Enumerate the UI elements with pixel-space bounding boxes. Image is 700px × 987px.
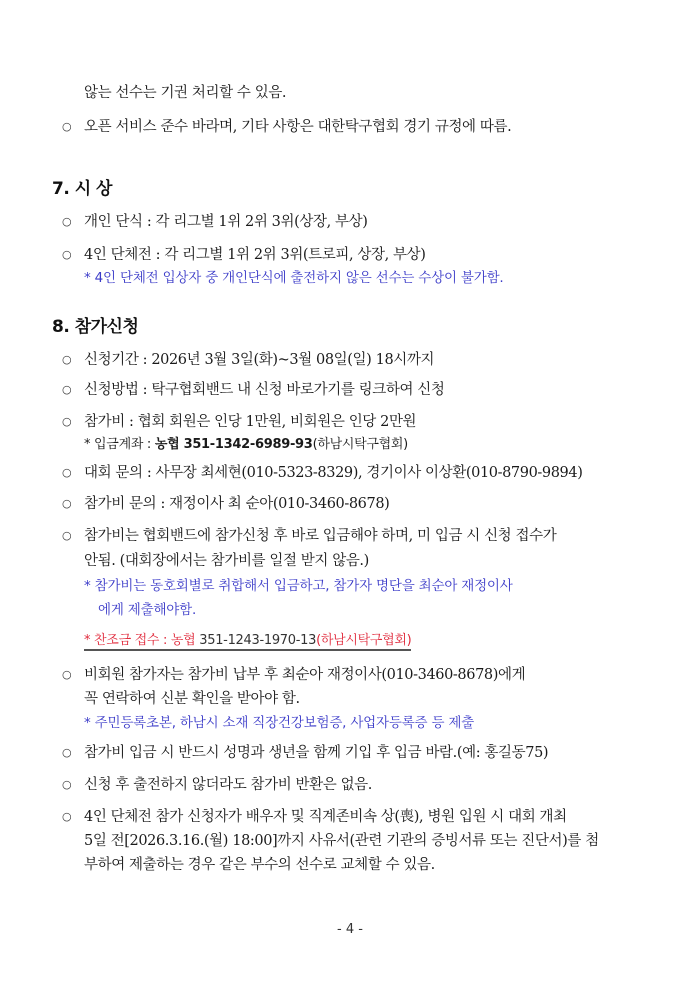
list-item-text: 참가비 문의 : 재정이사 최 순아(010-3460-8678) (84, 496, 390, 512)
bullet-icon: ○ (62, 668, 72, 681)
list-item-fee-rule (62, 526, 556, 546)
star-icon: * (84, 437, 91, 452)
sponsor-underlined-row (84, 633, 411, 651)
list-item-text: 참가비 입금 시 반드시 성명과 생년을 함께 기입 후 입금 바람.(예: 홍길동75) (84, 745, 549, 761)
list-item-open-service (62, 117, 511, 137)
bullet-icon: ○ (62, 497, 72, 510)
bullet-icon: ○ (62, 746, 72, 759)
list-item-text: 4인 단체전 참가 신청자가 배우자 및 직계존비속 상(喪), 병원 입원 시 대회 개최 (84, 809, 567, 825)
continuation-text: 않는 선수는 기권 처리할 수 있음. (84, 85, 287, 101)
list-item-no-refund (62, 775, 372, 795)
bullet-icon: ○ (62, 383, 72, 396)
bullet-icon: ○ (62, 353, 72, 366)
nonmember-continuation: 꼭 연락하여 신분 확인을 받아야 함. (84, 691, 300, 707)
star-icon: * (84, 715, 91, 731)
list-item-deposit-name (62, 743, 548, 763)
team-award-note (84, 268, 504, 288)
list-item-text: 신청 후 출전하지 않더라도 참가비 반환은 없음. (84, 777, 372, 793)
account-holder: (하남시탁구협회) (312, 437, 408, 452)
list-item-text: 신청방법 : 탁구협회밴드 내 신청 바로가기를 링크하여 신청 (84, 382, 445, 398)
bullet-icon: ○ (62, 248, 72, 261)
account-note (84, 435, 408, 455)
star-icon: * (84, 270, 91, 286)
list-item-replacement (62, 807, 567, 827)
fee-rule-continuation: 안됨. (대회장에서는 참가비를 일절 받지 않음.) (84, 553, 369, 569)
bullet-icon: ○ (62, 415, 72, 428)
club-note-continuation: 에게 제출해야함. (98, 602, 197, 618)
nonmember-note (84, 713, 474, 733)
list-item-text: 오픈 서비스 준수 바라며, 기타 사항은 대한탁구협회 경기 규정에 따름. (84, 119, 512, 135)
list-item-text: 참가비는 협회밴드에 참가신청 후 바로 입금해야 하며, 미 입금 시 신청 접수가 (84, 528, 557, 544)
note-text: 참가비는 동호회별로 취합해서 입금하고, 참가자 명단을 최순아 재정이사 (94, 578, 513, 594)
bullet-icon: ○ (62, 529, 72, 542)
star-icon: * (84, 633, 91, 648)
bullet-icon: ○ (62, 778, 72, 791)
sponsor-label: 찬조금 접수 : 농협 (94, 633, 196, 648)
section-8-heading: 8. 참가신청 (52, 317, 139, 337)
list-item-text: 참가비 : 협회 회원은 인당 1만원, 비회원은 인당 2만원 (84, 414, 417, 430)
sponsor-account-number: 351-1243-1970-13 (195, 633, 317, 648)
bullet-icon: ○ (62, 215, 72, 228)
list-item-period (62, 350, 434, 370)
list-item-text: 대회 문의 : 사무장 최세현(010-5323-8329), 경기이사 이상환(010-8790-9894) (84, 465, 583, 481)
account-label: 입금계좌 : (94, 437, 155, 452)
replacement-continuation-1: 5일 전[2026.3.16.(월) 18:00]까지 사유서(관련 기관의 증빙서류 또는 진단서)를 첨 (84, 833, 599, 849)
list-item-fee (62, 412, 416, 432)
section-7-heading: 7. 시 상 (52, 179, 112, 199)
page-number: - 4 - (337, 922, 363, 937)
list-item-text: 신청기간 : 2026년 3월 3일(화)~3월 08일(일) 18시까지 (84, 352, 435, 368)
bullet-icon: ○ (62, 466, 72, 479)
list-item-text: 개인 단식 : 각 리그별 1위 2위 3위(상장, 부상) (84, 214, 368, 230)
account-number: 농협 351-1342-6989-93 (154, 437, 313, 452)
list-item-method (62, 380, 445, 400)
replacement-continuation-2: 부하여 제출하는 경우 같은 부수의 선수로 교체할 수 있음. (84, 857, 435, 873)
list-item-contact (62, 463, 582, 483)
list-item-team-award (62, 245, 426, 265)
list-item-fee-contact (62, 494, 389, 514)
sponsor-holder: (하남시탁구협회) (316, 633, 412, 648)
list-item-individual-award (62, 212, 367, 232)
list-item-text: 비회원 참가자는 참가비 납부 후 최순아 재정이사(010-3460-8678)에게 (84, 667, 526, 683)
list-item-nonmember (62, 665, 525, 685)
note-text: 주민등록초본, 하남시 소재 직장건강보험증, 사업자등록증 등 제출 (94, 715, 475, 731)
club-note (84, 576, 513, 596)
bullet-icon: ○ (62, 810, 72, 823)
star-icon: * (84, 578, 91, 594)
bullet-icon: ○ (62, 120, 72, 133)
sponsor-note (84, 631, 411, 651)
list-item-text: 4인 단체전 : 각 리그별 1위 2위 3위(트로피, 상장, 부상) (84, 247, 426, 263)
note-text: 4인 단체전 입상자 중 개인단식에 출전하지 않은 선수는 수상이 불가함. (94, 270, 504, 286)
